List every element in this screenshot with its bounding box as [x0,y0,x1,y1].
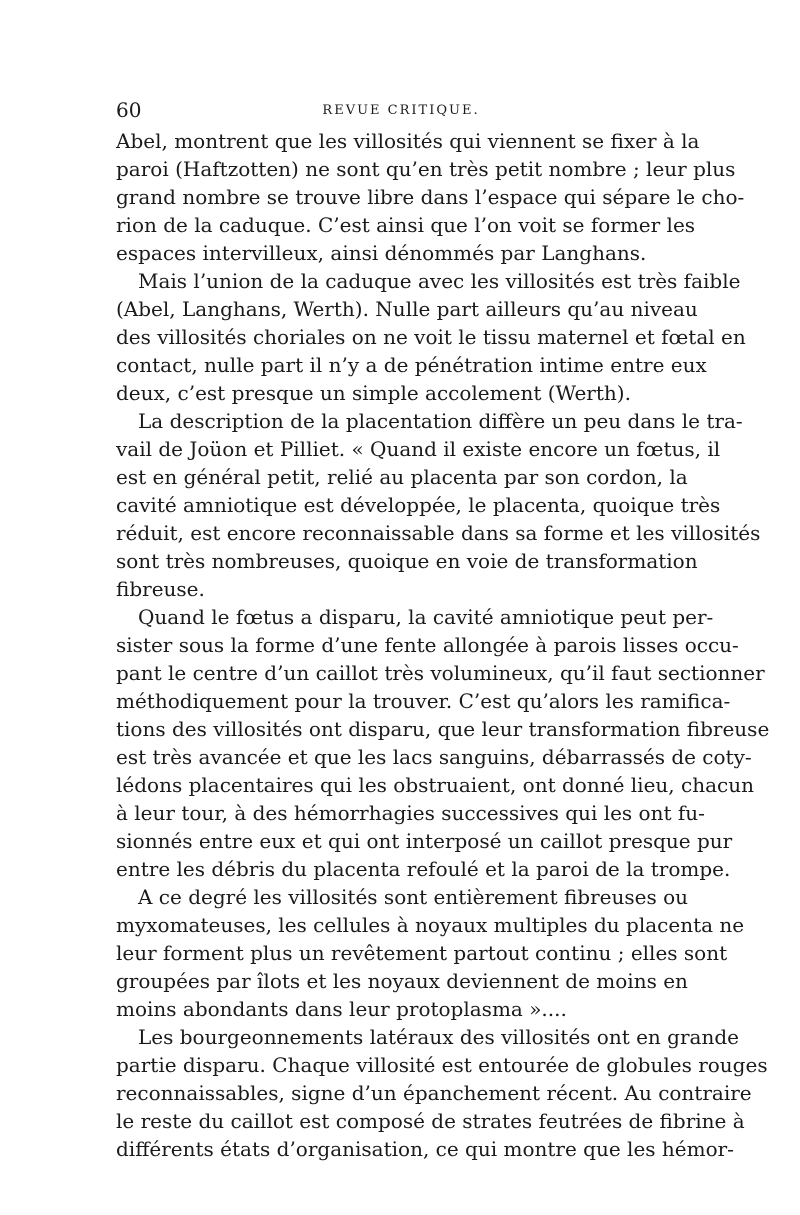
text-line: partie disparu. Chaque villosité est entourée de globules rouges [116,1053,768,1077]
text-line: le reste du caillot est composé de strates feutrées de fibrine à [116,1109,745,1133]
text-line: leur forment plus un revêtement partout continu ; elles sont [116,941,728,965]
page-number: 60 [116,98,142,122]
text-line: réduit, est encore reconnaissable dans sa forme et les villosités [116,521,761,545]
text-line: groupées par îlots et les noyaux deviennent de moins en [116,969,688,993]
text-line: Les bourgeonnements latéraux des villosités ont en grande [138,1025,739,1049]
text-line: sister sous la forme d’une fente allongée à parois lisses occu- [116,633,739,657]
text-line: moins abondants dans leur protoplasma ».... [116,997,567,1021]
text-line: sionnés entre eux et qui ont interposé un caillot presque pur [116,829,733,853]
text-line: méthodiquement pour la trouver. C’est qu’alors les ramifica- [116,689,731,713]
text-line: lédons placentaires qui les obstruaient, ont donné lieu, chacun [116,773,754,797]
text-line: reconnaissables, signe d’un épanchement récent. Au contraire [116,1081,752,1105]
text-line: La description de la placentation diffère un peu dans le tra- [138,409,743,433]
text-line: entre les débris du placenta refoulé et la paroi de la trompe. [116,857,731,881]
text-line: deux, c’est presque un simple accolement (Werth). [116,381,631,405]
text-line: paroi (Haftzotten) ne sont qu’en très petit nombre ; leur plus [116,157,736,181]
page-header [116,98,686,122]
text-line: (Abel, Langhans, Werth). Nulle part ailleurs qu’au niveau [116,297,698,321]
text-line: fibreuse. [116,577,205,601]
text-line: contact, nulle part il n’y a de pénétration intime entre eux [116,353,707,377]
text-line: vail de Joüon et Pilliet. « Quand il existe encore un fœtus, il [116,437,721,461]
text-line: pant le centre d’un caillot très volumineux, qu’il faut sectionner [116,661,765,685]
text-line: Quand le fœtus a disparu, la cavité amniotique peut per- [138,605,714,629]
running-head: REVUE CRITIQUE. [322,103,480,118]
body-text [116,127,770,1163]
text-line: sont très nombreuses, quoique en voie de transformation [116,549,698,573]
text-line: grand nombre se trouve libre dans l’espace qui sépare le cho- [116,185,745,209]
text-line: rion de la caduque. C’est ainsi que l’on voit se former les [116,213,696,237]
text-line: Mais l’union de la caduque avec les villosités est très faible [138,269,741,293]
text-line: différents états d’organisation, ce qui montre que les hémor- [116,1137,734,1161]
text-line: A ce degré les villosités sont entièrement fibreuses ou [138,885,689,909]
text-line: est très avancée et que les lacs sanguins, débarrassés de coty- [116,745,752,769]
text-line: est en général petit, relié au placenta par son cordon, la [116,465,688,489]
text-line: Abel, montrent que les villosités qui viennent se fixer à la [116,129,700,153]
text-line: tions des villosités ont disparu, que leur transformation fibreuse [116,717,770,741]
text-line: cavité amniotique est développée, le placenta, quoique très [116,493,721,517]
text-line: à leur tour, à des hémorrhagies successives qui les ont fu- [116,801,705,825]
text-line: espaces intervilleux, ainsi dénommés par Langhans. [116,241,647,265]
text-line: myxomateuses, les cellules à noyaux multiples du placenta ne [116,913,745,937]
text-line: des villosités choriales on ne voit le tissu maternel et fœtal en [116,325,746,349]
